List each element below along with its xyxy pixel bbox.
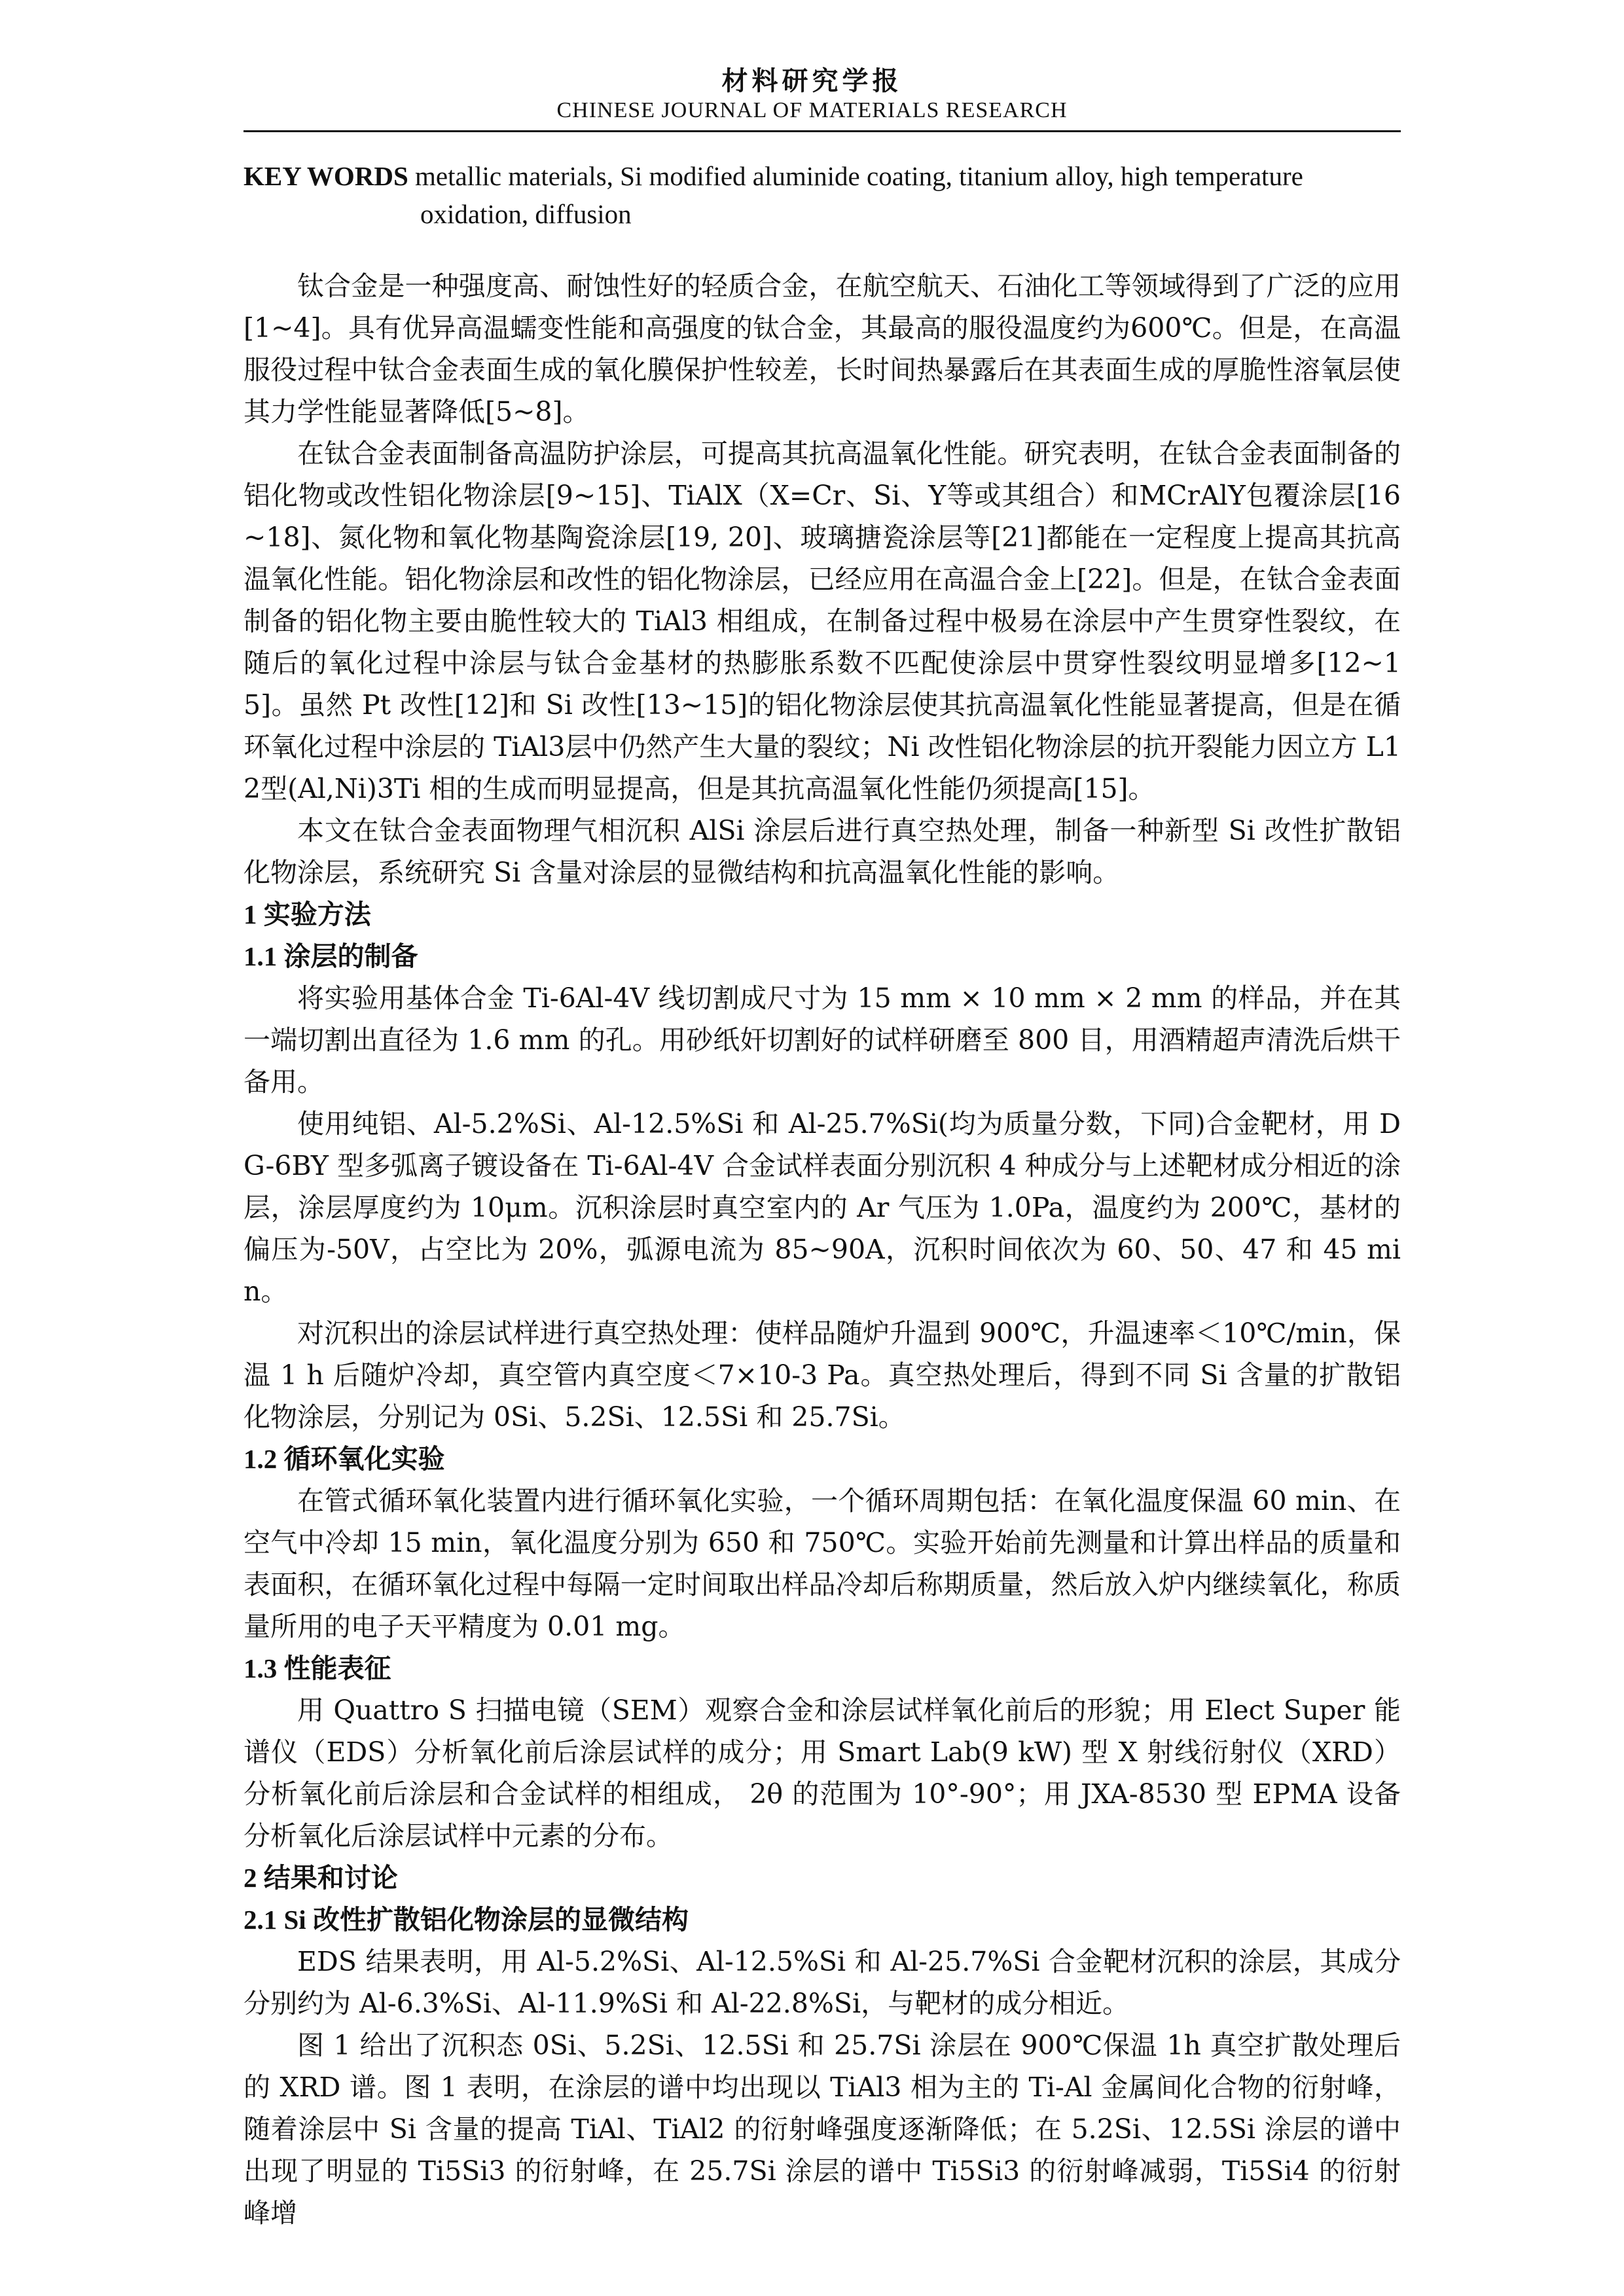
subsection-heading-2-1: 2.1 Si 改性扩散铝化物涂层的显微结构 bbox=[244, 1905, 689, 1935]
paragraph-method-2: 使用纯铝、Al-5.2%Si、Al-12.5%Si 和 Al-25.7%Si(均为质量分数，下同)合金靶材，用 DG-6BY 型多弧离子镀设备在 Ti-6Al-4V 合金试样表面分别沉积 4 种成分与上述靶材成分相近的涂层，涂层厚度约为 10μm。沉积涂层时真空室内的 Ar 气压为 1.0Pa，温度约为 200℃，基材的偏压为-50V，占空比为 20%，弧源电流为 85~90A，沉积时间依次为 60、50、47 和 45 min。 bbox=[244, 1108, 1401, 1307]
section-heading-1: 1 实验方法 bbox=[244, 899, 371, 929]
journal-title-english: CHINESE JOURNAL OF MATERIALS RESEARCH bbox=[556, 98, 1068, 122]
keywords-block bbox=[244, 157, 1401, 233]
article-body bbox=[244, 265, 1401, 2234]
journal-title-chinese: 材料研究学报 bbox=[721, 66, 903, 96]
paragraph-oxidation: 在管式循环氧化装置内进行循环氧化实验，一个循环周期包括：在氧化温度保温 60 min、在空气中冷却 15 min，氧化温度分别为 650 和 750℃。实验开始前先测量和计算出样品的质量和表面积，在循环氧化过程中每隔一定时间取出样品冷却后称期质量，然后放入炉内继续氧化，称质量所用的电子天平精度为 0.01 mg。 bbox=[244, 1485, 1401, 1642]
paragraph-characterization: 用 Quattro S 扫描电镜（SEM）观察合金和涂层试样氧化前后的形貌；用 Elect Super 能谱仪（EDS）分析氧化前后涂层试样的成分；用 Smart Lab(9 kW) 型 X 射线衍射仪（XRD）分析氧化前后涂层和合金试样的相组成， 2θ 的范围为 10°-90°；用 JXA-8530 型 EPMA 设备分析氧化后涂层试样中元素的分布。 bbox=[244, 1695, 1401, 1852]
keywords-text-1: metallic materials, Si modified aluminide coating, titanium alloy, high temperature bbox=[408, 161, 1303, 191]
keywords-line-2: oxidation, diffusion bbox=[420, 199, 632, 229]
paragraph-intro-1: 钛合金是一种强度高、耐蚀性好的轻质合金，在航空航天、石油化工等领域得到了广泛的应用[1~4]。具有优异高温蠕变性能和高强度的钛合金，其最高的服役温度约为600℃。但是，在高温服役过程中钛合金表面生成的氧化膜保护性较差，长时间热暴露后在其表面生成的厚脆性溶氧层使其力学性能显著降低[5~8]。 bbox=[244, 270, 1401, 427]
header-divider bbox=[244, 130, 1401, 132]
paragraph-intro-2: 在钛合金表面制备高温防护涂层，可提高其抗高温氧化性能。研究表明，在钛合金表面制备的铝化物或改性铝化物涂层[9~15]、TiAlX（X=Cr、Si、Y等或其组合）和MCrAlY包覆涂层[16~18]、氮化物和氧化物基陶瓷涂层[19, 20]、玻璃搪瓷涂层等[21]都能在一定程度上提高其抗高温氧化性能。铝化物涂层和改性的铝化物涂层，已经应用在高温合金上[22]。但是，在钛合金表面制备的铝化物主要由脆性较大的 TiAl3 相组成，在制备过程中极易在涂层中产生贯穿性裂纹，在随后的氧化过程中涂层与钛合金基材的热膨胀系数不匹配使涂层中贯穿性裂纹明显增多[12~15]。虽然 Pt 改性[12]和 Si 改性[13~15]的铝化物涂层使其抗高温氧化性能显著提高，但是在循环氧化过程中涂层的 TiAl3层中仍然产生大量的裂纹；Ni 改性铝化物涂层的抗开裂能力因立方 L12型(Al,Ni)3Ti 相的生成而明显提高，但是其抗高温氧化性能仍须提高[15]。 bbox=[244, 438, 1401, 804]
paragraph-results-2: 图 1 给出了沉积态 0Si、5.2Si、12.5Si 和 25.7Si 涂层在 900℃保温 1h 真空扩散处理后的 XRD 谱。图 1 表明，在涂层的谱中均出现以 TiAl3 相为主的 Ti-Al 金属间化合物的衍射峰，随着涂层中 Si 含量的提高 TiAl、TiAl2 的衍射峰强度逐渐降低；在 5.2Si、12.5Si 涂层的谱中出现了明显的 Ti5Si3 的衍射峰，在 25.7Si 涂层的谱中 Ti5Si3 的衍射峰减弱，Ti5Si4 的衍射峰增 bbox=[244, 2030, 1401, 2229]
keywords-label: KEY WORDS bbox=[244, 161, 408, 191]
keywords-line-1 bbox=[244, 157, 1401, 195]
paragraph-method-3: 对沉积出的涂层试样进行真空热处理：使样品随炉升温到 900℃，升温速率＜10℃/min，保温 1 h 后随炉冷却，真空管内真空度＜7×10-3 Pa。真空热处理后，得到不同 Si 含量的扩散铝化物涂层，分别记为 0Si、5.2Si、12.5Si 和 25.7Si。 bbox=[244, 1318, 1401, 1433]
section-heading-2: 2 结果和讨论 bbox=[244, 1863, 398, 1893]
paragraph-method-1: 将实验用基体合金 Ti-6Al-4V 线切割成尺寸为 15 mm × 10 mm × 2 mm 的样品，并在其一端切割出直径为 1.6 mm 的孔。用砂纸奸切割好的试样研磨至 800 目，用酒精超声清洗后烘干备用。 bbox=[244, 982, 1401, 1098]
paragraph-results-1: EDS 结果表明，用 Al-5.2%Si、Al-12.5%Si 和 Al-25.7%Si 合金靶材沉积的涂层，其成分分别约为 Al-6.3%Si、Al-11.9%Si 和 Al-22.8%Si，与靶材的成分相近。 bbox=[244, 1946, 1401, 2019]
paragraph-intro-3: 本文在钛合金表面物理气相沉积 AlSi 涂层后进行真空热处理，制备一种新型 Si 改性扩散铝化物涂层，系统研究 Si 含量对涂层的显微结构和抗高温氧化性能的影响。 bbox=[244, 815, 1401, 888]
subsection-heading-1-1: 1.1 涂层的制备 bbox=[244, 941, 418, 971]
subsection-heading-1-2: 1.2 循环氧化实验 bbox=[244, 1444, 445, 1474]
subsection-heading-1-3: 1.3 性能表征 bbox=[244, 1653, 391, 1683]
